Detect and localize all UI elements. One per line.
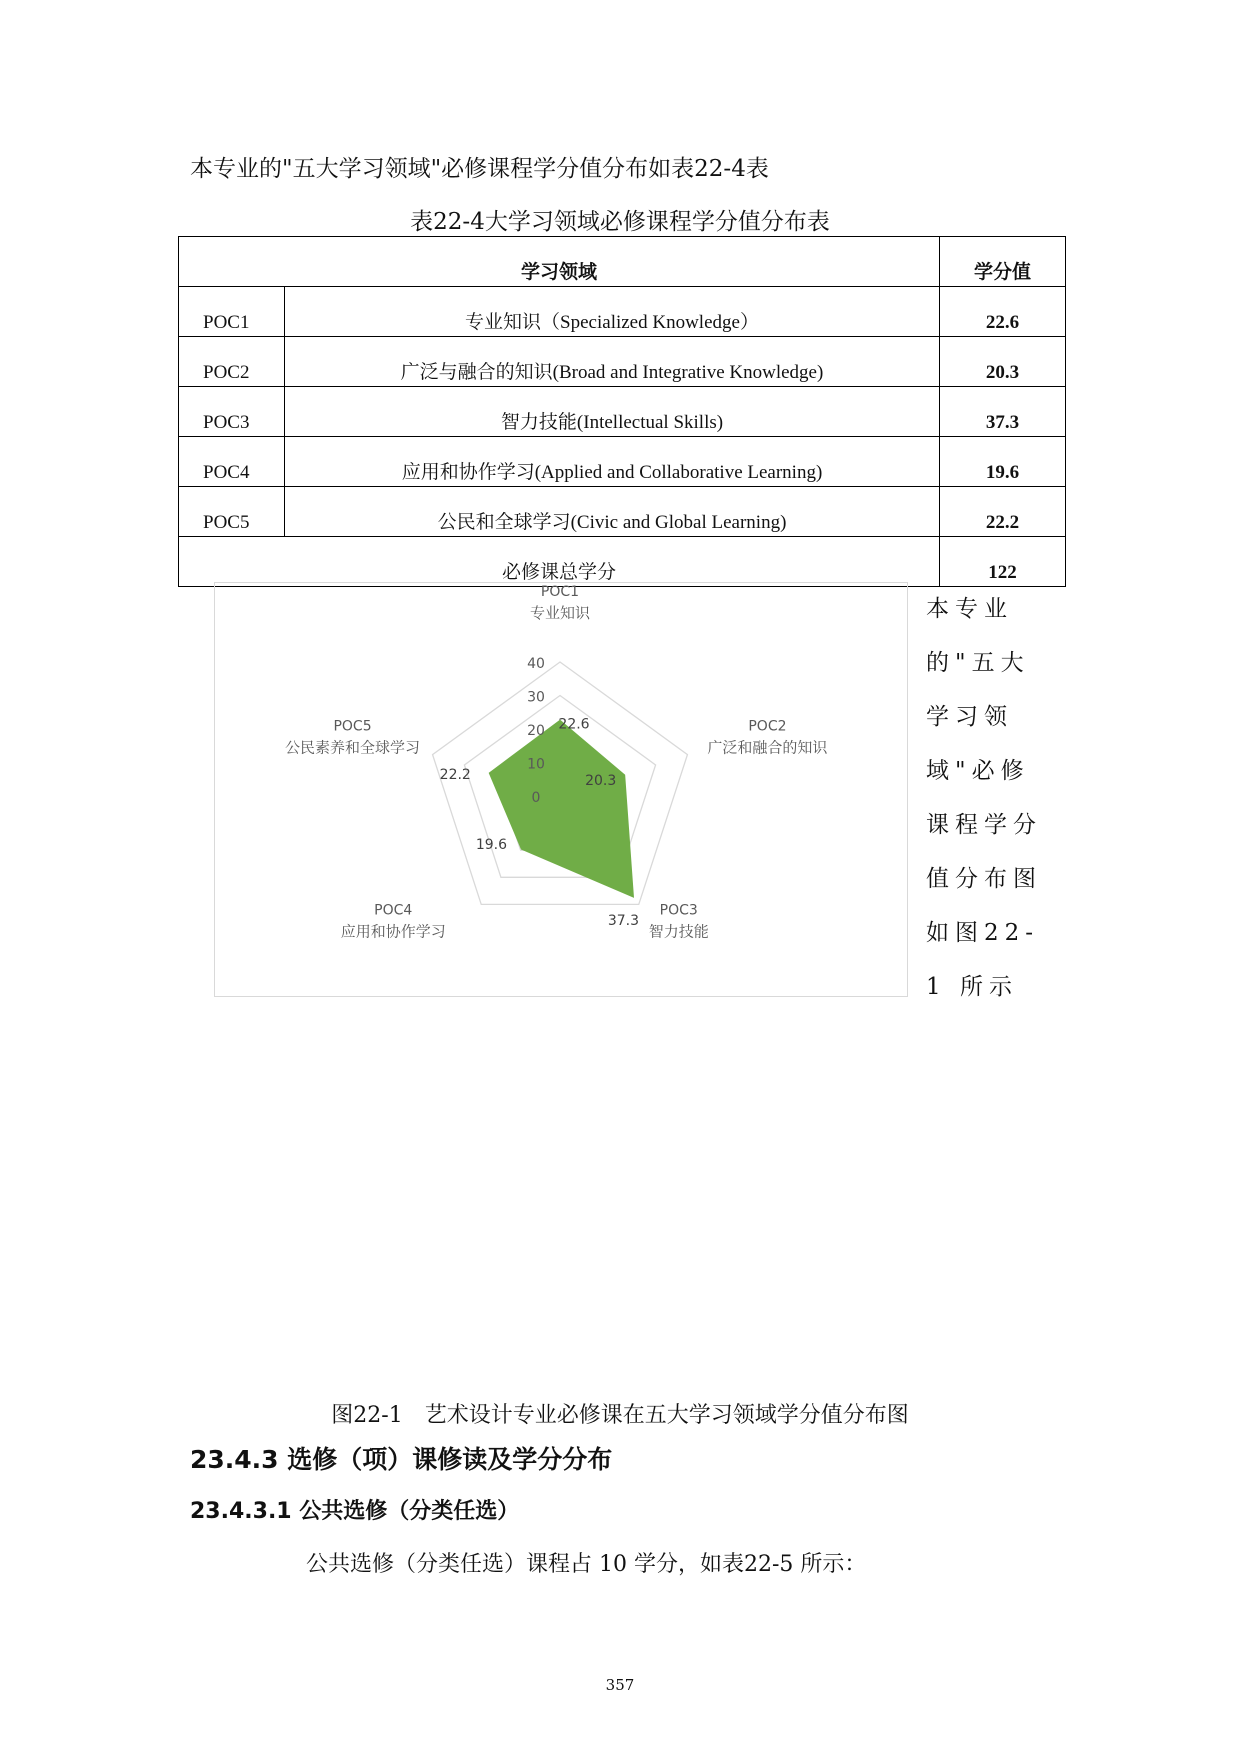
radar-data-label: 37.3 [607, 913, 640, 930]
radar-category-name: 公民素养和全球学习 [285, 738, 421, 757]
radar-category-name: 智力技能 [648, 922, 709, 941]
radar-category-code: POC1 [540, 584, 580, 600]
radar-tick-label: 10 [527, 756, 545, 773]
radar-data-label: 20.3 [585, 772, 617, 789]
radar-tick-label: 20 [527, 723, 545, 739]
radar-category-code: POC4 [374, 902, 413, 919]
row-domain: 应用和协作学习(Applied and Collaborative Learning) [285, 437, 940, 487]
credit-table [178, 236, 1066, 587]
table-row [179, 287, 1066, 337]
row-credit: 37.3 [940, 387, 1066, 437]
table-caption: 表22-4大学习领域必修课程学分值分布表 [410, 209, 830, 235]
row-code: POC1 [179, 287, 285, 337]
row-credit: 22.6 [940, 287, 1066, 337]
radar-category-code: POC3 [659, 902, 698, 919]
radar-category-name: 广泛和融合的知识 [707, 738, 828, 757]
radar-tick-label: 30 [527, 689, 545, 706]
row-domain: 广泛与融合的知识(Broad and Integrative Knowledge) [285, 337, 940, 387]
radar-category-code: POC5 [333, 718, 372, 735]
table-row [179, 487, 1066, 537]
row-code: POC5 [179, 487, 285, 537]
total-label: 必修课总学分 [179, 537, 940, 587]
side-text: 本专业的"五大学习领域"必修课程学分值分布图如图22-1 所示 [926, 596, 1042, 1000]
paragraph: 公共选修（分类任选）课程占 10 学分，如表22-5 所示： [306, 1552, 867, 1577]
row-domain: 专业知识（Specialized Knowledge） [285, 287, 940, 337]
radar-category-name: 应用和协作学习 [340, 922, 446, 941]
radar-data-area [489, 720, 633, 897]
row-domain: 智力技能(Intellectual Skills) [285, 387, 940, 437]
page-number: 357 [605, 1676, 635, 1694]
subsection-heading: 23.4.3.1 公共选修（分类任选） [190, 1499, 520, 1524]
radar-chart [215, 583, 906, 995]
total-value: 122 [940, 537, 1066, 587]
row-code: POC4 [179, 437, 285, 487]
row-code: POC2 [179, 337, 285, 387]
radar-tick-label: 0 [531, 790, 541, 806]
table-row [179, 437, 1066, 487]
row-credit: 22.2 [940, 487, 1066, 537]
header-domain: 学习领域 [179, 237, 940, 287]
table-header-row [179, 237, 1066, 287]
row-credit: 19.6 [940, 437, 1066, 487]
row-credit: 20.3 [940, 337, 1066, 387]
radar-data-label: 22.6 [558, 716, 590, 733]
section-heading: 23.4.3 选修（项）课修读及学分分布 [190, 1445, 613, 1474]
intro-text: 本专业的"五大学习领域"必修课程学分值分布如表22-4表 [190, 156, 769, 182]
table-row [179, 337, 1066, 387]
radar-category-code: POC2 [748, 718, 787, 735]
header-credit: 学分值 [940, 237, 1066, 287]
radar-tick-label: 40 [527, 656, 545, 672]
row-domain: 公民和全球学习(Civic and Global Learning) [285, 487, 940, 537]
figure-caption: 图22-1 艺术设计专业必修课在五大学习领域学分值分布图 [331, 1403, 909, 1428]
row-code: POC3 [179, 387, 285, 437]
radar-data-label: 19.6 [475, 837, 507, 854]
radar-data-label: 22.2 [439, 767, 471, 784]
radar-category-name: 专业知识 [529, 604, 591, 622]
table-total-row [179, 537, 1066, 587]
radar-chart-frame [214, 582, 908, 997]
table-row [179, 387, 1066, 437]
